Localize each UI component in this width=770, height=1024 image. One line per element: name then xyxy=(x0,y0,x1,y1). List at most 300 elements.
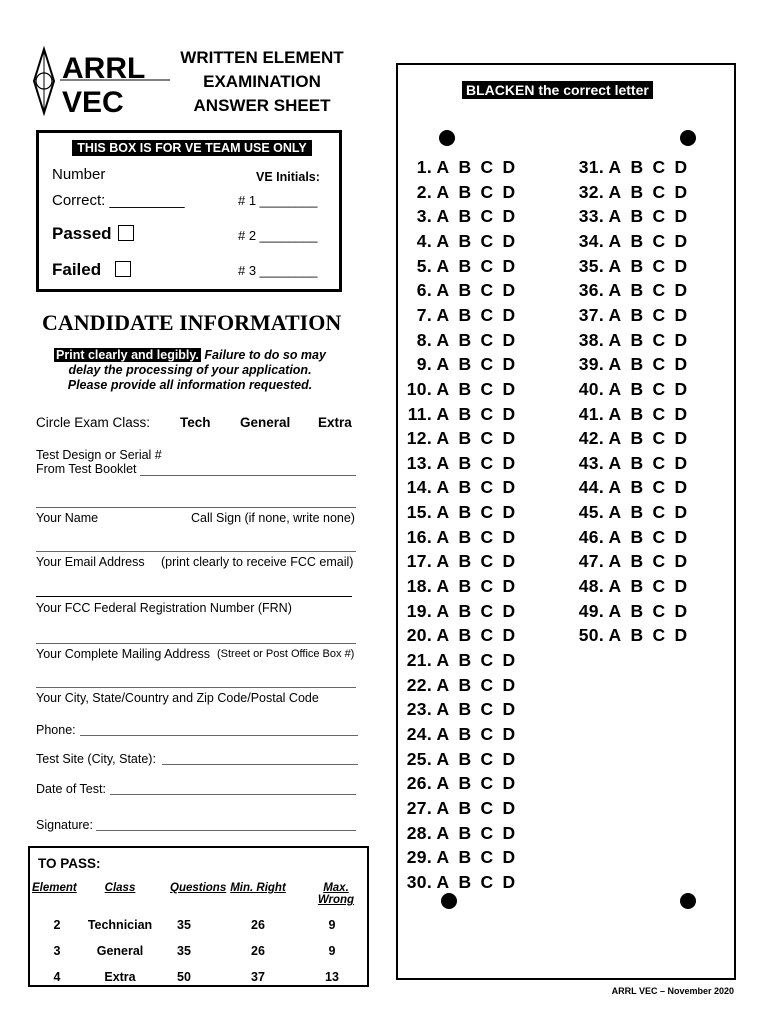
answer-option-d[interactable]: D xyxy=(502,502,516,523)
answer-option-a[interactable]: A xyxy=(608,280,622,301)
to-pass-table xyxy=(32,882,366,984)
ve-initials-3-field[interactable]: # 3 ________ xyxy=(238,263,318,278)
frn-field[interactable] xyxy=(36,596,352,597)
answer-option-d[interactable]: D xyxy=(502,773,516,794)
answer-row xyxy=(400,847,520,868)
answer-option-b[interactable]: B xyxy=(630,600,644,621)
answer-option-d[interactable]: D xyxy=(502,157,516,177)
answer-option-a[interactable]: A xyxy=(608,304,622,325)
answer-option-c[interactable]: C xyxy=(480,477,494,498)
answer-option-a[interactable]: A xyxy=(436,773,450,794)
answer-option-d[interactable]: D xyxy=(502,797,516,818)
question-number: 46. xyxy=(578,526,604,547)
answer-option-a[interactable]: A xyxy=(608,403,622,424)
answer-option-b[interactable]: B xyxy=(458,551,472,572)
answer-option-a[interactable]: A xyxy=(608,452,622,473)
answer-option-a[interactable]: A xyxy=(608,526,622,547)
answer-option-b[interactable]: B xyxy=(458,699,472,720)
answer-option-b[interactable]: B xyxy=(458,428,472,449)
answer-row xyxy=(572,182,692,203)
title-line-1: WRITTEN ELEMENT xyxy=(180,48,344,67)
answer-option-c[interactable]: C xyxy=(652,329,666,350)
answer-option-b[interactable]: B xyxy=(458,255,472,276)
question-number: 12. xyxy=(406,428,432,449)
answer-row xyxy=(400,305,520,326)
question-number: 48. xyxy=(578,576,604,596)
question-number: 40. xyxy=(578,378,604,399)
answer-option-d[interactable]: D xyxy=(502,477,516,498)
col-element: Element xyxy=(32,882,77,894)
email-label: Your Email Address xyxy=(36,555,145,569)
answer-option-a[interactable]: A xyxy=(436,674,450,695)
answer-option-b[interactable]: B xyxy=(630,576,644,596)
answer-option-b[interactable]: B xyxy=(630,428,644,449)
answer-option-d[interactable]: D xyxy=(674,428,688,449)
answer-option-c[interactable]: C xyxy=(652,576,666,596)
answer-option-c[interactable]: C xyxy=(652,378,666,399)
answer-option-b[interactable]: B xyxy=(458,280,472,301)
answer-option-a[interactable]: A xyxy=(436,871,450,892)
cell-max-wrong: 9 xyxy=(328,944,336,958)
answer-option-d[interactable]: D xyxy=(502,748,516,769)
answer-option-a[interactable]: A xyxy=(436,847,450,868)
answer-option-c[interactable]: C xyxy=(480,847,494,868)
answer-option-b[interactable]: B xyxy=(458,230,472,251)
answer-option-c[interactable]: C xyxy=(652,304,666,325)
answer-option-d[interactable]: D xyxy=(502,723,516,744)
cell-max-wrong: 9 xyxy=(328,918,336,932)
answer-option-d[interactable]: D xyxy=(674,452,688,473)
answer-option-a[interactable]: A xyxy=(608,551,622,572)
answer-option-d[interactable]: D xyxy=(502,181,516,202)
answer-option-b[interactable]: B xyxy=(458,576,472,596)
answer-option-c[interactable]: C xyxy=(652,206,666,227)
name-callsign-field[interactable] xyxy=(36,507,356,508)
note-line-2: delay the processing of your application. xyxy=(68,363,312,377)
cell-max-wrong: 13 xyxy=(325,970,339,984)
answer-option-c[interactable]: C xyxy=(480,576,494,596)
answer-option-c[interactable]: C xyxy=(652,157,666,177)
answer-option-a[interactable]: A xyxy=(608,600,622,621)
answer-row xyxy=(572,206,692,227)
exam-class-general[interactable]: General xyxy=(240,415,291,430)
city-state-zip-field[interactable] xyxy=(36,687,356,688)
answer-option-a[interactable]: A xyxy=(436,576,450,596)
blacken-instruction: BLACKEN the correct letter xyxy=(462,81,653,99)
answer-row xyxy=(400,650,520,671)
answer-option-a[interactable]: A xyxy=(608,181,622,202)
answer-row xyxy=(572,551,692,572)
answer-option-d[interactable]: D xyxy=(502,650,516,670)
answer-option-d[interactable]: D xyxy=(674,304,688,325)
answer-option-b[interactable]: B xyxy=(630,477,644,498)
answer-option-d[interactable]: D xyxy=(502,674,516,695)
answer-option-b[interactable]: B xyxy=(630,181,644,202)
answer-option-d[interactable]: D xyxy=(502,354,516,375)
passed-checkbox[interactable] xyxy=(118,225,134,241)
ve-box-heading: THIS BOX IS FOR VE TEAM USE ONLY xyxy=(72,140,312,156)
answer-option-b[interactable]: B xyxy=(630,502,644,523)
mailing-address-label: Your Complete Mailing Address xyxy=(36,647,210,661)
answer-option-c[interactable]: C xyxy=(652,625,666,646)
answer-option-d[interactable]: D xyxy=(502,329,516,350)
test-design-label-2: From Test Booklet xyxy=(36,462,137,476)
answer-row xyxy=(400,675,520,696)
question-number: 9. xyxy=(416,354,432,375)
table-row xyxy=(32,970,366,984)
answer-option-c[interactable]: C xyxy=(652,354,666,375)
answer-option-c[interactable]: C xyxy=(480,723,494,744)
answer-option-a[interactable]: A xyxy=(436,157,450,177)
answer-option-a[interactable]: A xyxy=(608,378,622,399)
answer-option-c[interactable]: C xyxy=(480,206,494,227)
question-number: 50. xyxy=(578,625,604,646)
question-number: 6. xyxy=(416,280,432,301)
answer-option-b[interactable]: B xyxy=(458,206,472,227)
answer-option-d[interactable]: D xyxy=(674,354,688,375)
answer-option-c[interactable]: C xyxy=(480,650,494,670)
answer-option-a[interactable]: A xyxy=(436,378,450,399)
answer-option-a[interactable]: A xyxy=(436,600,450,621)
answer-option-a[interactable]: A xyxy=(436,723,450,744)
answer-option-b[interactable]: B xyxy=(458,822,472,843)
test-site-field[interactable] xyxy=(162,764,358,765)
answer-option-a[interactable]: A xyxy=(608,428,622,449)
answer-option-c[interactable]: C xyxy=(480,304,494,325)
answer-option-c[interactable]: C xyxy=(652,452,666,473)
answer-option-d[interactable]: D xyxy=(502,403,516,424)
question-number: 39. xyxy=(578,354,604,375)
answer-option-c[interactable]: C xyxy=(652,551,666,572)
answer-option-a[interactable]: A xyxy=(436,699,450,720)
answer-option-a[interactable]: A xyxy=(608,576,622,596)
question-number: 38. xyxy=(578,329,604,350)
answer-option-d[interactable]: D xyxy=(502,230,516,251)
col-questions: Questions xyxy=(170,882,227,894)
question-number: 49. xyxy=(578,600,604,621)
answer-option-b[interactable]: B xyxy=(458,157,472,177)
exam-class-extra[interactable]: Extra xyxy=(318,415,352,430)
answer-option-d[interactable]: D xyxy=(502,452,516,473)
answer-option-b[interactable]: B xyxy=(458,304,472,325)
answer-option-a[interactable]: A xyxy=(436,502,450,523)
answer-option-b[interactable]: B xyxy=(630,378,644,399)
answer-option-c[interactable]: C xyxy=(652,181,666,202)
answer-option-c[interactable]: C xyxy=(480,157,494,177)
question-number: 37. xyxy=(578,304,604,325)
mailing-address-note: (Street or Post Office Box #) xyxy=(217,648,355,660)
answer-option-d[interactable]: D xyxy=(502,280,516,301)
question-number: 2. xyxy=(416,181,432,202)
answer-option-d[interactable]: D xyxy=(502,847,516,868)
question-number: 44. xyxy=(578,477,604,498)
answer-option-c[interactable]: C xyxy=(480,600,494,621)
answer-option-b[interactable]: B xyxy=(630,329,644,350)
registration-mark-icon xyxy=(680,130,696,146)
answer-row xyxy=(400,527,520,548)
question-number: 20. xyxy=(406,625,432,646)
answer-option-d[interactable]: D xyxy=(674,502,688,523)
answer-option-b[interactable]: B xyxy=(458,526,472,547)
answer-option-a[interactable]: A xyxy=(436,206,450,227)
answer-row xyxy=(400,354,520,375)
answer-row xyxy=(572,477,692,498)
answer-option-a[interactable]: A xyxy=(436,329,450,350)
answer-row xyxy=(400,724,520,745)
question-number: 22. xyxy=(406,674,432,695)
to-pass-heading: TO PASS: xyxy=(38,856,101,871)
question-number: 23. xyxy=(406,699,432,720)
answer-row xyxy=(572,256,692,277)
signature-field[interactable] xyxy=(96,830,356,831)
answer-option-c[interactable]: C xyxy=(480,329,494,350)
answer-option-b[interactable]: B xyxy=(458,181,472,202)
email-field[interactable] xyxy=(36,551,356,552)
answer-option-b[interactable]: B xyxy=(458,403,472,424)
answer-option-c[interactable]: C xyxy=(652,477,666,498)
exam-class-label: Circle Exam Class: xyxy=(36,415,151,430)
question-number: 43. xyxy=(578,452,604,473)
answer-option-b[interactable]: B xyxy=(458,871,472,892)
failed-checkbox[interactable] xyxy=(115,261,131,277)
answer-option-d[interactable]: D xyxy=(674,551,688,572)
your-name-label: Your Name xyxy=(36,511,99,525)
answer-option-d[interactable]: D xyxy=(674,255,688,276)
answer-option-a[interactable]: A xyxy=(436,625,450,646)
answer-option-b[interactable]: B xyxy=(630,157,644,177)
answer-option-d[interactable]: D xyxy=(502,576,516,596)
note-line-3: Please provide all information requested. xyxy=(67,378,313,392)
answer-option-a[interactable]: A xyxy=(608,502,622,523)
answer-option-c[interactable]: C xyxy=(480,674,494,695)
answer-option-c[interactable]: C xyxy=(480,230,494,251)
logo-text-vec: VEC xyxy=(62,86,124,117)
answer-option-c[interactable]: C xyxy=(652,526,666,547)
answer-option-d[interactable]: D xyxy=(674,477,688,498)
answer-option-c[interactable]: C xyxy=(480,378,494,399)
answer-option-d[interactable]: D xyxy=(674,378,688,399)
answer-option-c[interactable]: C xyxy=(480,822,494,843)
answer-option-d[interactable]: D xyxy=(502,625,516,646)
answer-option-c[interactable]: C xyxy=(480,354,494,375)
answer-option-a[interactable]: A xyxy=(608,625,622,646)
answer-option-a[interactable]: A xyxy=(436,797,450,818)
answer-option-d[interactable]: D xyxy=(674,329,688,350)
answer-option-c[interactable]: C xyxy=(480,502,494,523)
registration-mark-icon xyxy=(680,893,696,909)
answer-option-a[interactable]: A xyxy=(436,452,450,473)
answer-option-c[interactable]: C xyxy=(480,871,494,892)
ve-initials-2-field[interactable]: # 2 ________ xyxy=(238,228,318,243)
answer-option-a[interactable]: A xyxy=(608,477,622,498)
answer-option-a[interactable]: A xyxy=(436,230,450,251)
cell-questions: 35 xyxy=(177,918,191,932)
answer-option-b[interactable]: B xyxy=(458,625,472,646)
answer-option-d[interactable]: D xyxy=(674,403,688,424)
answer-option-b[interactable]: B xyxy=(458,378,472,399)
answer-option-a[interactable]: A xyxy=(436,403,450,424)
answer-option-d[interactable]: D xyxy=(674,526,688,547)
answer-row xyxy=(572,625,692,646)
answer-option-c[interactable]: C xyxy=(652,280,666,301)
answer-option-b[interactable]: B xyxy=(630,304,644,325)
answer-option-b[interactable]: B xyxy=(458,329,472,350)
answer-option-a[interactable]: A xyxy=(608,157,622,177)
answer-option-d[interactable]: D xyxy=(502,822,516,843)
number-label: Number xyxy=(52,166,106,183)
answer-option-d[interactable]: D xyxy=(502,378,516,399)
answer-option-b[interactable]: B xyxy=(458,502,472,523)
answer-option-b[interactable]: B xyxy=(630,625,644,646)
answer-option-b[interactable]: B xyxy=(630,526,644,547)
answer-option-c[interactable]: C xyxy=(652,502,666,523)
answer-option-c[interactable]: C xyxy=(480,452,494,473)
col-class: Class xyxy=(104,882,136,894)
answer-option-c[interactable]: C xyxy=(652,600,666,621)
question-number: 36. xyxy=(578,280,604,301)
answer-option-a[interactable]: A xyxy=(608,354,622,375)
answer-option-a[interactable]: A xyxy=(436,748,450,769)
answer-option-c[interactable]: C xyxy=(652,403,666,424)
answer-option-c[interactable]: C xyxy=(480,428,494,449)
cell-min-right: 26 xyxy=(251,944,265,958)
answer-option-d[interactable]: D xyxy=(674,600,688,621)
answer-option-c[interactable]: C xyxy=(480,699,494,720)
answer-option-c[interactable]: C xyxy=(480,773,494,794)
question-number: 24. xyxy=(406,723,432,744)
answer-option-d[interactable]: D xyxy=(674,280,688,301)
failed-label: Failed xyxy=(52,260,102,279)
answer-option-a[interactable]: A xyxy=(436,822,450,843)
answer-option-d[interactable]: D xyxy=(502,600,516,621)
answer-option-a[interactable]: A xyxy=(436,280,450,301)
answer-option-d[interactable]: D xyxy=(502,304,516,325)
answer-option-b[interactable]: B xyxy=(630,354,644,375)
answer-option-d[interactable]: D xyxy=(674,157,688,177)
note-highlight: Print clearly and legibly. xyxy=(56,348,199,362)
answer-row xyxy=(572,305,692,326)
ve-initials-1-field[interactable]: # 1 ________ xyxy=(238,193,318,208)
answer-option-b[interactable]: B xyxy=(458,674,472,695)
answer-option-a[interactable]: A xyxy=(436,551,450,572)
answer-option-c[interactable]: C xyxy=(480,797,494,818)
answer-option-a[interactable]: A xyxy=(608,206,622,227)
mailing-address-field[interactable] xyxy=(36,643,356,644)
answer-option-c[interactable]: C xyxy=(652,230,666,251)
answer-option-a[interactable]: A xyxy=(436,650,450,670)
question-number: 15. xyxy=(406,502,432,523)
answer-option-d[interactable]: D xyxy=(674,181,688,202)
answer-option-c[interactable]: C xyxy=(480,625,494,646)
answer-option-c[interactable]: C xyxy=(480,181,494,202)
page-title xyxy=(172,46,352,118)
answer-option-c[interactable]: C xyxy=(652,428,666,449)
answer-option-b[interactable]: B xyxy=(630,452,644,473)
question-number: 17. xyxy=(406,551,432,572)
answer-option-b[interactable]: B xyxy=(458,723,472,744)
answer-option-a[interactable]: A xyxy=(436,354,450,375)
answer-option-a[interactable]: A xyxy=(436,526,450,547)
answer-option-b[interactable]: B xyxy=(630,280,644,301)
answer-option-b[interactable]: B xyxy=(458,748,472,769)
answer-row xyxy=(572,231,692,252)
answer-row xyxy=(400,872,520,893)
answer-option-c[interactable]: C xyxy=(480,280,494,301)
answer-row xyxy=(400,576,520,597)
question-number: 34. xyxy=(578,230,604,251)
answer-option-c[interactable]: C xyxy=(480,551,494,572)
answer-option-b[interactable]: B xyxy=(630,403,644,424)
answer-row xyxy=(400,404,520,425)
answer-option-d[interactable]: D xyxy=(674,576,688,596)
answer-option-d[interactable]: D xyxy=(674,206,688,227)
answer-option-a[interactable]: A xyxy=(436,304,450,325)
answer-option-b[interactable]: B xyxy=(458,477,472,498)
test-design-field[interactable] xyxy=(140,475,356,476)
answer-option-c[interactable]: C xyxy=(480,403,494,424)
answer-option-c[interactable]: C xyxy=(480,255,494,276)
exam-class-tech[interactable]: Tech xyxy=(180,415,211,430)
cell-questions: 50 xyxy=(177,970,191,984)
failed-row xyxy=(52,260,131,280)
answer-option-b[interactable]: B xyxy=(630,551,644,572)
answer-option-a[interactable]: A xyxy=(436,255,450,276)
answer-option-b[interactable]: B xyxy=(458,773,472,794)
answer-option-d[interactable]: D xyxy=(502,255,516,276)
answer-option-b[interactable]: B xyxy=(458,650,472,670)
answer-row xyxy=(400,823,520,844)
answer-option-d[interactable]: D xyxy=(502,526,516,547)
answer-option-c[interactable]: C xyxy=(480,526,494,547)
phone-field[interactable] xyxy=(80,735,358,736)
title-line-2: EXAMINATION xyxy=(203,72,321,91)
answer-option-d[interactable]: D xyxy=(502,871,516,892)
date-of-test-field[interactable] xyxy=(110,794,356,795)
number-correct-field[interactable]: Correct: _________ xyxy=(52,192,185,209)
answer-option-a[interactable]: A xyxy=(436,477,450,498)
answer-option-b[interactable]: B xyxy=(458,452,472,473)
answer-option-b[interactable]: B xyxy=(630,255,644,276)
answer-option-b[interactable]: B xyxy=(630,206,644,227)
answer-option-a[interactable]: A xyxy=(608,329,622,350)
answer-option-a[interactable]: A xyxy=(608,255,622,276)
logo-text-arrl: ARRL xyxy=(62,52,146,85)
answer-option-a[interactable]: A xyxy=(436,181,450,202)
date-of-test-label: Date of Test: xyxy=(36,782,106,796)
answer-option-a[interactable]: A xyxy=(608,230,622,251)
answer-row xyxy=(572,576,692,597)
candidate-info-heading: CANDIDATE INFORMATION xyxy=(42,310,342,335)
answer-row xyxy=(400,379,520,400)
answer-option-b[interactable]: B xyxy=(458,797,472,818)
answer-option-c[interactable]: C xyxy=(652,255,666,276)
answer-option-d[interactable]: D xyxy=(502,206,516,227)
answer-option-d[interactable]: D xyxy=(502,428,516,449)
answer-option-d[interactable]: D xyxy=(674,625,688,646)
answer-option-d[interactable]: D xyxy=(502,699,516,720)
answer-option-c[interactable]: C xyxy=(480,748,494,769)
registration-mark-icon xyxy=(441,893,457,909)
title-line-3: ANSWER SHEET xyxy=(193,96,331,115)
answer-option-b[interactable]: B xyxy=(458,600,472,621)
answer-option-b[interactable]: B xyxy=(458,847,472,868)
answer-row xyxy=(572,157,692,178)
answer-option-a[interactable]: A xyxy=(436,428,450,449)
answer-option-d[interactable]: D xyxy=(674,230,688,251)
answer-option-b[interactable]: B xyxy=(630,230,644,251)
answer-option-b[interactable]: B xyxy=(458,354,472,375)
answer-option-d[interactable]: D xyxy=(502,551,516,572)
